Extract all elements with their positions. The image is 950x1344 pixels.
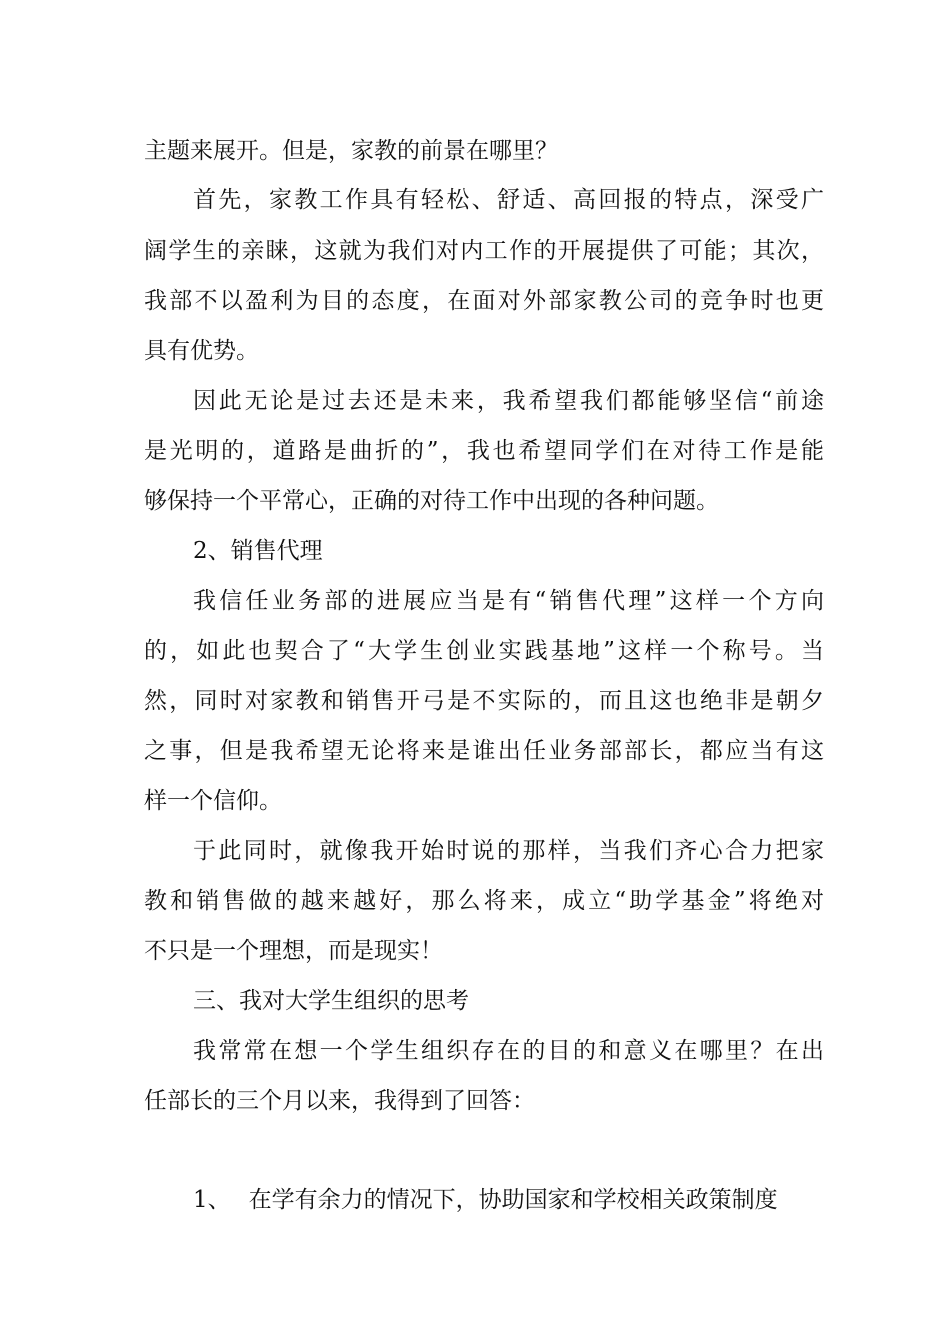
text-line: 阔学生的亲睐，这就为我们对内工作的开展提供了可能；其次， — [144, 238, 824, 264]
text-line: 的，如此也契合了“大学生创业实践基地”这样一个称号。当 — [144, 638, 824, 664]
text-line: 够保持一个平常心，正确的对待工作中出现的各种问题。 — [144, 488, 719, 514]
list-item-number: 1、 — [193, 1187, 231, 1213]
text-line: 任部长的三个月以来，我得到了回答： — [144, 1088, 535, 1114]
list-item — [193, 1185, 873, 1215]
text-line: 样一个信仰。 — [144, 788, 282, 814]
paragraph-first-line: 我信任业务部的进展应当是有“销售代理”这样一个方向 — [193, 588, 824, 614]
paragraph-first-line: 我常常在想一个学生组织存在的目的和意义在哪里？在出 — [193, 1038, 824, 1064]
section-heading: 三、我对大学生组织的思考 — [193, 988, 469, 1014]
text-line: 之事，但是我希望无论将来是谁出任业务部部长，都应当有这 — [144, 738, 824, 764]
paragraph-first-line: 因此无论是过去还是未来，我希望我们都能够坚信“前途 — [193, 388, 824, 414]
text-line: 教和销售做的越来越好，那么将来，成立“助学基金”将绝对 — [144, 888, 824, 914]
text-line: 主题来展开。但是，家教的前景在哪里？ — [144, 138, 558, 164]
section-heading: 2、销售代理 — [193, 538, 323, 564]
paragraph-first-line: 首先，家教工作具有轻松、舒适、高回报的特点，深受广 — [193, 187, 824, 213]
text-line: 是光明的，道路是曲折的”，我也希望同学们在对待工作是能 — [144, 438, 824, 464]
text-line: 我部不以盈利为目的态度，在面对外部家教公司的竞争时也更 — [144, 288, 824, 314]
text-line: 具有优势。 — [144, 338, 259, 364]
paragraph-first-line: 于此同时，就像我开始时说的那样，当我们齐心合力把家 — [193, 838, 824, 864]
text-line: 然，同时对家教和销售开弓是不实际的，而且这也绝非是朝夕 — [144, 688, 824, 714]
text-line: 不只是一个理想，而是现实！ — [144, 938, 443, 964]
list-item-text: 在学有余力的情况下，协助国家和学校相关政策制度 — [248, 1187, 778, 1213]
